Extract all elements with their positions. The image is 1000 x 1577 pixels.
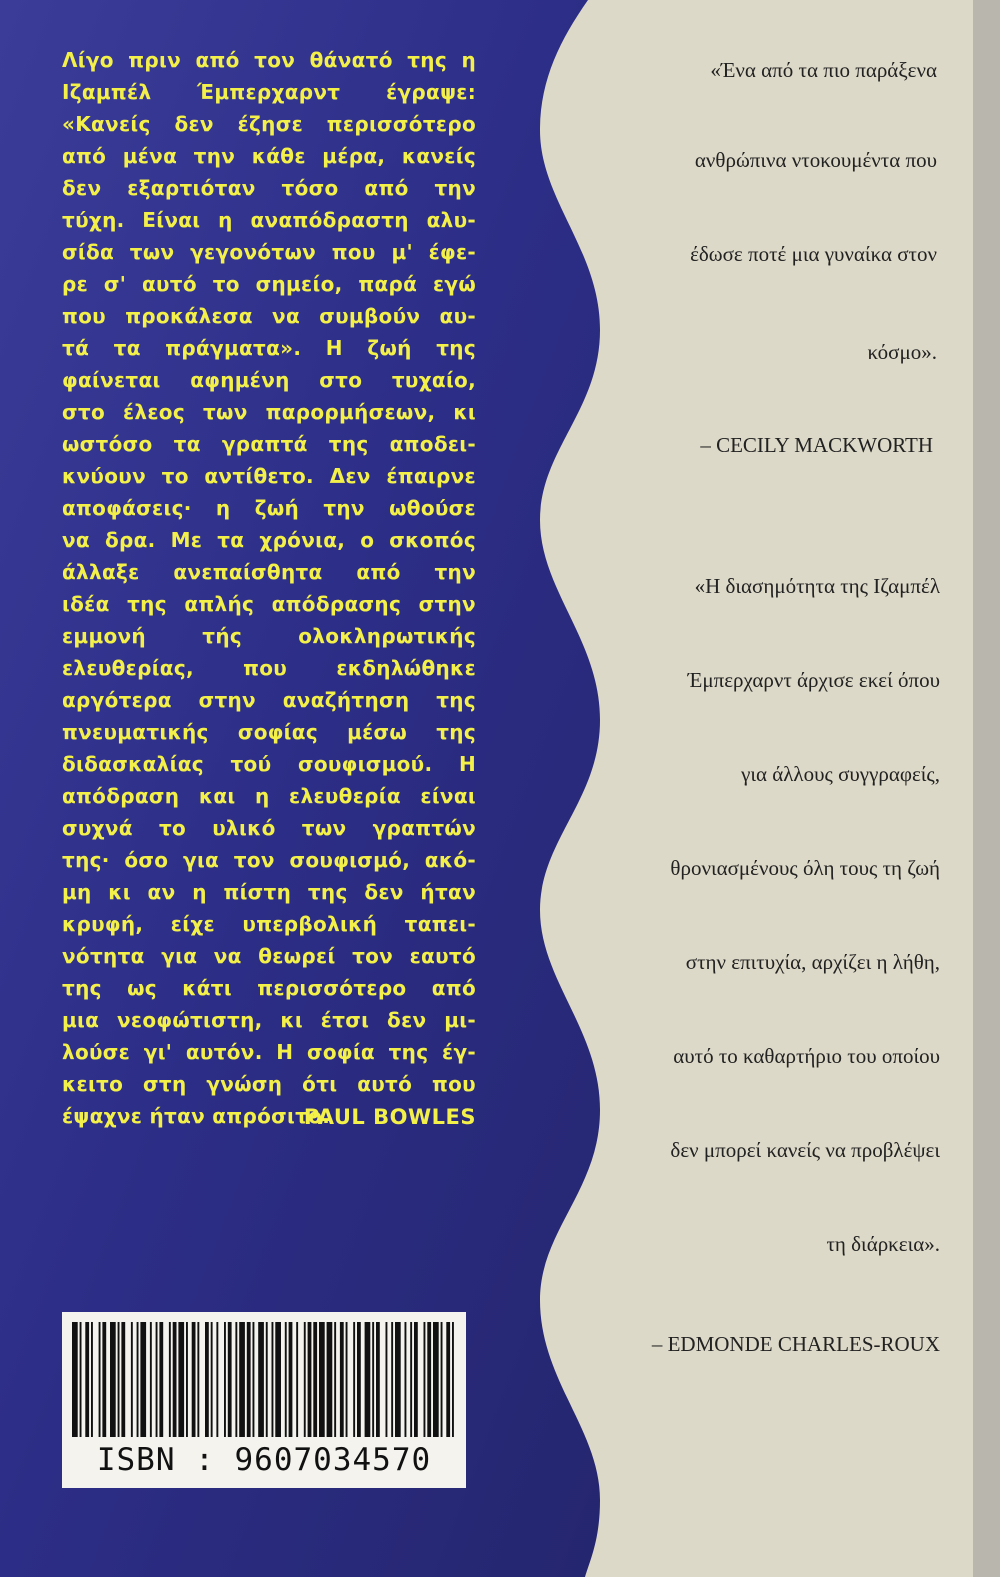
blurb-line: τύχη. Είναι η αναπόδραστη αλυ- xyxy=(62,208,476,232)
blurb-line: συχνά το υλικό των γραπτών xyxy=(62,816,476,840)
barcode-bars xyxy=(72,1322,456,1437)
blurb-line: από μένα την κάθε μέρα, κανείς xyxy=(62,144,476,168)
quote-line: κόσμο». xyxy=(867,340,937,364)
barcode xyxy=(62,1312,466,1488)
blurb-line: ιδέα της απλής απόδρασης στην xyxy=(62,592,476,616)
quote-attribution: – CECILY MACKWORTH xyxy=(700,433,933,457)
blurb-line: «Κανείς δεν έζησε περισσότερο xyxy=(62,112,476,136)
isbn-label: ISBN : 9607034570 xyxy=(96,1442,432,1478)
blurb-line: μη κι αν η πίστη της δεν ήταν xyxy=(62,880,476,904)
quote-line: «Ένα από τα πιο παράξενα xyxy=(710,58,937,82)
quote-line: έδωσε ποτέ μια γυναίκα στον xyxy=(690,242,937,266)
blurb-line: άλλαξε ανεπαίσθητα από την xyxy=(62,560,476,584)
blurb-line: Λίγο πριν από τον θάνατό της η xyxy=(62,48,476,72)
blurb-line: κειτο στη γνώση ότι αυτό που xyxy=(62,1072,476,1096)
blurb-line: σίδα των γεγονότων που μ' έφε- xyxy=(62,240,476,264)
blurb-line: ρε σ' αυτό το σημείο, παρά εγώ xyxy=(62,272,476,296)
blurb-line: Ιζαμπέλ Έμπερχαρντ έγραψε: xyxy=(62,80,476,104)
blurb-line: κρυφή, είχε υπερβολική ταπει- xyxy=(62,912,476,936)
blurb-line: μια νεοφώτιστη, κι έτσι δεν μι- xyxy=(62,1008,476,1032)
quote-line: «Η διασημότητα της Ιζαμπέλ xyxy=(694,574,940,598)
blurb-line: νότητα για να θεωρεί τον εαυτό xyxy=(62,944,476,968)
quote-line: τη διάρκεια». xyxy=(826,1232,940,1256)
blurb-line: ελευθερίας, που εκδηλώθηκε xyxy=(62,656,476,680)
blurb-line: στο έλεος των παρορμήσεων, κι xyxy=(62,400,476,424)
blurb-line: να δρα. Με τα χρόνια, ο σκοπός xyxy=(62,528,476,552)
quote-line: ανθρώπινα ντοκουμέντα που xyxy=(694,148,937,172)
blurb-line: τά τα πράγματα». Η ζωή της xyxy=(62,336,476,360)
blurb-line: διδασκαλίας τού σουφισμού. Η xyxy=(62,752,476,776)
blurb-line: απόδραση και η ελευθερία είναι xyxy=(62,784,476,808)
blurb-line: της· όσο για τον σουφισμό, ακό- xyxy=(62,848,476,872)
blurb-line: εμμονή τής ολοκληρωτικής xyxy=(62,624,476,648)
blurb-text xyxy=(62,44,476,1132)
blurb-line: ωστόσο τα γραπτά της αποδει- xyxy=(62,432,476,456)
blurb-line: πνευματικής σοφίας μέσω της xyxy=(62,720,476,744)
quote-line: αυτό το καθαρτήριο του οποίου xyxy=(673,1044,940,1068)
blurb-line: φαίνεται αφημένη στο τυχαίο, xyxy=(62,368,476,392)
blurb-line: έψαχνε ήταν απρόσιτο. xyxy=(62,1104,331,1128)
quote-line: για άλλους συγγραφείς, xyxy=(741,762,940,786)
quote-attribution: – EDMONDE CHARLES-ROUX xyxy=(651,1332,940,1356)
blurb-line: λούσε γι' αυτόν. Η σοφία της έγ- xyxy=(62,1040,476,1064)
blurb-line: της ως κάτι περισσότερο από xyxy=(62,976,476,1000)
blurb-line: που προκάλεσα να συμβούν αυ- xyxy=(62,304,476,328)
blurb-line: αργότερα στην αναζήτηση της xyxy=(62,688,476,712)
blurb-line: αποφάσεις· η ζωή την ωθούσε xyxy=(62,496,476,520)
blurb-author: PAUL BOWLES xyxy=(303,1105,476,1129)
blurb-line: δεν εξαρτιόταν τόσο από την xyxy=(62,176,476,200)
blurb-line: κνύουν το αντίθετο. Δεν έπαιρνε xyxy=(62,464,476,488)
quote-line: Έμπερχαρντ άρχισε εκεί όπου xyxy=(687,668,940,692)
quote-line: δεν μπορεί κανείς να προβλέψει xyxy=(670,1138,940,1162)
quote-line: στην επιτυχία, αρχίζει η λήθη, xyxy=(685,950,940,974)
quote-line: θρονιασμένους όλη τους τη ζωή xyxy=(670,856,940,880)
page-edge xyxy=(973,0,1000,1577)
